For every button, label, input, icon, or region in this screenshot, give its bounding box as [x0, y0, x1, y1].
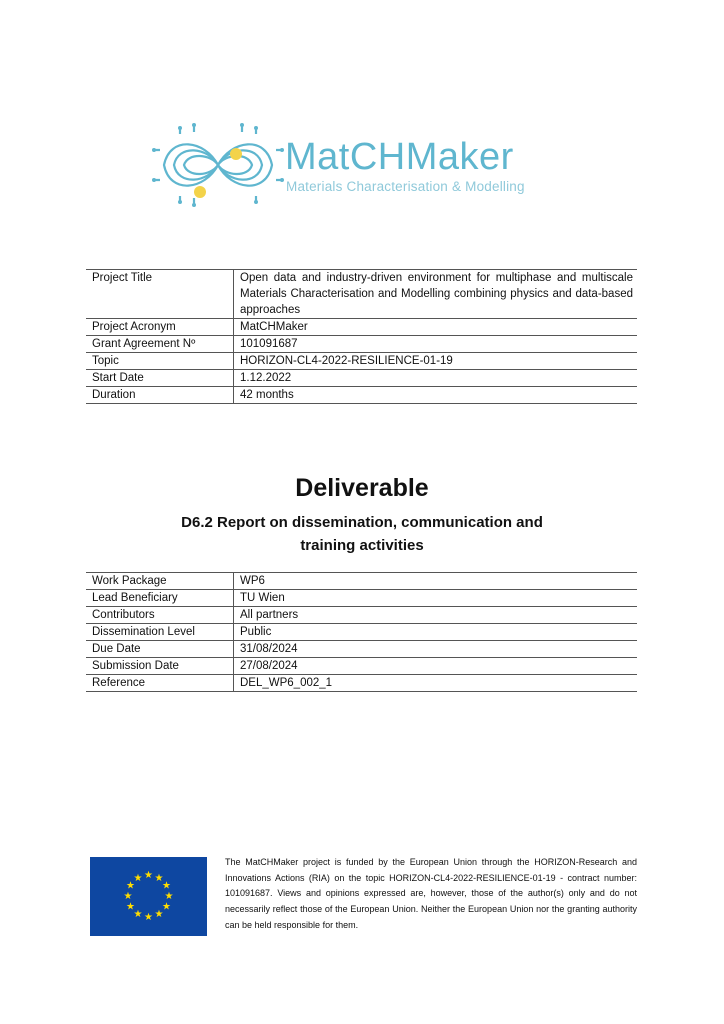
row-label: Submission Date: [86, 658, 234, 675]
deliverable-heading: Deliverable: [295, 474, 429, 502]
table-row: [86, 624, 637, 641]
logo-tagline: Materials Characterisation & Modelling: [286, 179, 525, 194]
row-value: 27/08/2024: [234, 658, 638, 675]
table-row: [86, 675, 637, 692]
row-label: Duration: [86, 387, 234, 404]
table-row: [86, 270, 637, 319]
svg-text:★: ★: [133, 873, 143, 884]
eu-flag-icon: [90, 857, 207, 936]
deliverable-title-line2: training activities: [300, 537, 424, 554]
row-value: TU Wien: [234, 590, 638, 607]
table-row: [86, 319, 637, 336]
svg-text:★: ★: [123, 891, 133, 902]
eu-stars-icon: [90, 857, 207, 936]
svg-text:★: ★: [154, 909, 164, 920]
table-row: [86, 573, 637, 590]
row-value: WP6: [234, 573, 638, 590]
logo-mark-icon: [150, 120, 290, 210]
matchmaker-logo: [150, 120, 530, 210]
row-value: All partners: [234, 607, 638, 624]
row-value: 1.12.2022: [234, 370, 638, 387]
row-value: 31/08/2024: [234, 641, 638, 658]
row-value: Public: [234, 624, 638, 641]
row-value: Open data and industry-driven environment for multiphase and multiscale Materials Characterisation and Modelling combining physics and data-based approaches: [234, 270, 638, 319]
row-label: Dissemination Level: [86, 624, 234, 641]
project-info-table: [86, 269, 637, 404]
table-row: [86, 607, 637, 624]
row-value: DEL_WP6_002_1: [234, 675, 638, 692]
table-row: [86, 641, 637, 658]
table-row: [86, 387, 637, 404]
deliverable-title-line1: D6.2 Report on dissemination, communication and: [181, 514, 543, 531]
table-row: [86, 336, 637, 353]
row-label: Contributors: [86, 607, 234, 624]
svg-text:★: ★: [126, 901, 135, 913]
row-label: Topic: [86, 353, 234, 370]
svg-text:★: ★: [164, 891, 174, 902]
deliverable-info-table: [86, 572, 637, 692]
row-value: HORIZON-CL4-2022-RESILIENCE-01-19: [234, 353, 638, 370]
row-label: Work Package: [86, 573, 234, 590]
svg-text:★: ★: [126, 880, 135, 892]
svg-text:★: ★: [154, 873, 164, 884]
row-label: Reference: [86, 675, 234, 692]
table-row: [86, 353, 637, 370]
row-label: Grant Agreement Nº: [86, 336, 234, 353]
table-row: [86, 370, 637, 387]
row-value: 101091687: [234, 336, 638, 353]
row-label: Due Date: [86, 641, 234, 658]
row-label: Lead Beneficiary: [86, 590, 234, 607]
svg-text:★: ★: [144, 870, 153, 881]
svg-text:★: ★: [144, 912, 153, 923]
svg-text:★: ★: [133, 909, 143, 920]
row-label: Start Date: [86, 370, 234, 387]
table-row: [86, 658, 637, 675]
row-value: MatCHMaker: [234, 319, 638, 336]
svg-text:★: ★: [162, 880, 171, 892]
row-label: Project Title: [86, 270, 234, 319]
logo-name: MatCHMaker: [285, 136, 514, 178]
row-label: Project Acronym: [86, 319, 234, 336]
funding-disclaimer: The MatCHMaker project is funded by the European Union through the HORIZON-Research and Innovations Actions (RIA) on the topic HORIZON-CL4-2022-RESILIENCE-01-19 - contract number: 101091687. Views and opinions expressed are, however, those of the author(s) only and do not necessarily reflect those of the European Union. Neither the European Union nor the granting authority can be held responsible for them.: [225, 857, 637, 930]
deliverable-title: [0, 511, 724, 557]
row-value: 42 months: [234, 387, 638, 404]
table-row: [86, 590, 637, 607]
svg-text:★: ★: [162, 901, 171, 913]
